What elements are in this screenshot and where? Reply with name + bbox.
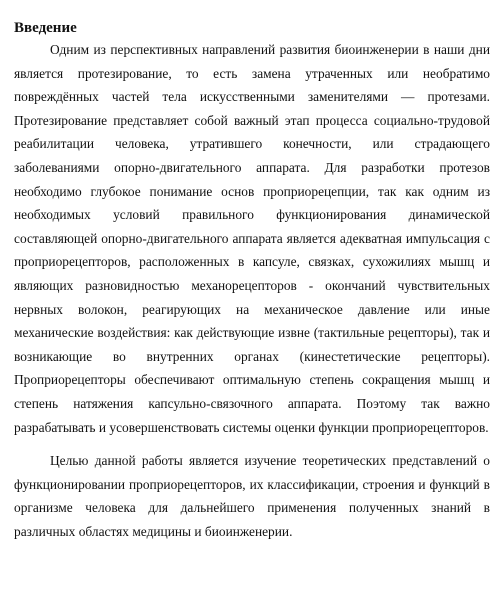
document-page <box>14 18 490 543</box>
intro-paragraph: Одним из перспективных направлений развития биоинженерии в наши дни является протезирование, то есть замена утраченных или необратимо повреждённых частей тела искусственными заменителями — протезами. Протезирование представляет собой важный этап процесса социально-трудовой реабилитации человека, утратившего конечности, или страдающего заболеваниями опорно-двигательного аппарата. Для разработки протезов необходимо глубокое понимание основ проприорецепции, так как одним из необходимых условий правильного функционирования динамической составляющей опорно-двигательного аппарата является адекватная импульсация с проприорецепторов, расположенных в капсуле, связках, сухожилиях мышц и являющих разновидностью механорецепторов - окончаний чувствительных нервных волокон, реагирующих на механическое давление или иные механические воздействия: как действующие извне (тактильные рецепторы), так и возникающие во внутренних органах (кинестетические рецепторы). Проприорецепторы обеспечивают оптимальную степень сокращения мышц и степень натяжения капсульно-связочного аппарата. Поэтому так важно разрабатывать и усовершенствовать системы оценки функции проприорецепторов. <box>14 42 490 435</box>
section-heading: Введение <box>14 20 77 36</box>
goal-paragraph: Целью данной работы является изучение теоретических представлений о функционировании проприорецепторов, их классификации, строения и функций в организме человека для дальнейшего применения полученных знаний в различных областях медицины и биоинженерии. <box>14 453 490 539</box>
